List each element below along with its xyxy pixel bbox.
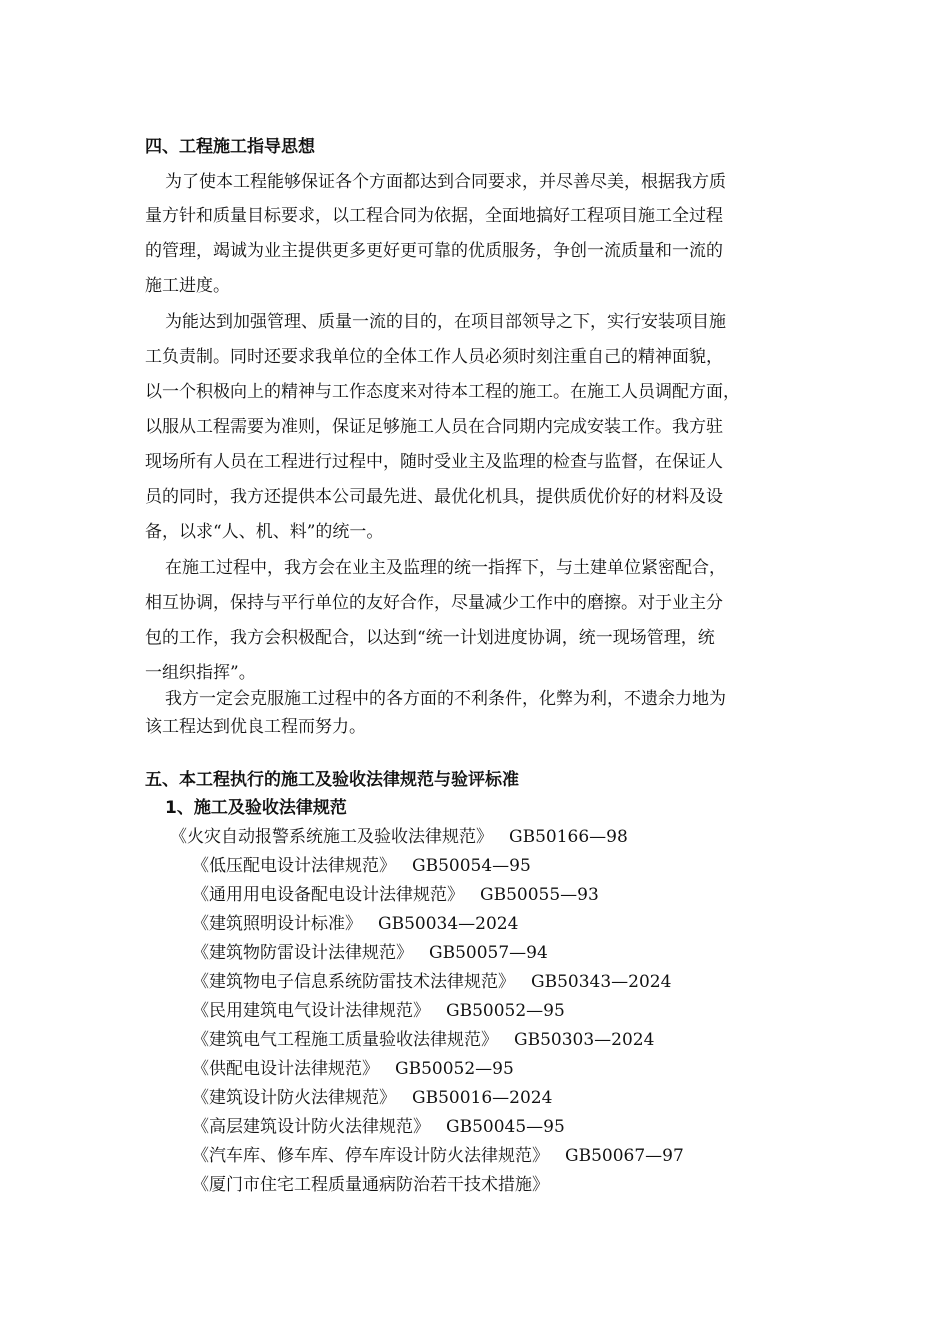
- standard-code: GB50052—95: [395, 1059, 514, 1079]
- standard-code: GB50045—95: [446, 1117, 565, 1137]
- standard-code: GB50055—93: [480, 885, 599, 905]
- paragraph-3-line-2: 相互协调，保持与平行单位的友好合作，尽量减少工作中的磨擦。对于业主分: [145, 593, 723, 613]
- section-4-heading: 四、工程施工指导思想: [145, 137, 315, 157]
- standard-item: [192, 1000, 565, 1022]
- standard-title: 《通用用电设备配电设计法律规范》: [192, 885, 464, 905]
- standard-code: GB50303—2024: [514, 1030, 655, 1050]
- paragraph-2-line-6: 员的同时，我方还提供本公司最先进、最优化机具，提供质优价好的材料及设: [145, 487, 723, 507]
- standard-title: 《厦门市住宅工程质量通病防治若干技术措施》: [192, 1175, 549, 1195]
- subsection-1-heading: 1、施工及验收法律规范: [165, 798, 347, 818]
- paragraph-1-line-1: 为了使本工程能够保证各个方面都达到合同要求，并尽善尽美，根据我方质: [165, 172, 726, 192]
- standard-item: [170, 826, 628, 848]
- standard-item: [192, 1087, 552, 1109]
- standard-code: GB50343—2024: [531, 972, 672, 992]
- standard-item: [192, 1174, 565, 1196]
- standard-title: 《建筑电气工程施工质量验收法律规范》: [192, 1030, 498, 1050]
- standard-item: [192, 884, 599, 906]
- standard-item: [192, 942, 548, 964]
- paragraph-4-line-1: 我方一定会克服施工过程中的各方面的不利条件，化弊为利，不遗余力地为: [165, 689, 726, 709]
- paragraph-2-line-7: 备，以求“人、机、料”的统一。: [145, 522, 384, 542]
- standard-item: [192, 1029, 654, 1051]
- paragraph-4-line-2: 该工程达到优良工程而努力。: [145, 717, 366, 737]
- standard-code: GB50034—2024: [378, 914, 519, 934]
- paragraph-2-line-4: 以服从工程需要为准则，保证足够施工人员在合同期内完成安装工作。我方驻: [145, 417, 723, 437]
- paragraph-2-line-3: 以一个积极向上的精神与工作态度来对待本工程的施工。在施工人员调配方面，: [145, 382, 740, 402]
- standard-title: 《火灾自动报警系统施工及验收法律规范》: [170, 827, 493, 847]
- paragraph-2-line-2: 工负责制。同时还要求我单位的全体工作人员必须时刻注重自己的精神面貌，: [145, 347, 723, 367]
- standard-code: GB50016—2024: [412, 1088, 553, 1108]
- paragraph-3-line-1: 在施工过程中，我方会在业主及监理的统一指挥下，与土建单位紧密配合，: [165, 558, 726, 578]
- paragraph-1-line-3: 的管理，竭诚为业主提供更多更好更可靠的优质服务，争创一流质量和一流的: [145, 241, 723, 261]
- paragraph-2-line-5: 现场所有人员在工程进行过程中，随时受业主及监理的检查与监督，在保证人: [145, 452, 723, 472]
- section-5-heading: 五、本工程执行的施工及验收法律规范与验评标准: [145, 770, 519, 790]
- standard-title: 《高层建筑设计防火法律规范》: [192, 1117, 430, 1137]
- standard-title: 《建筑设计防火法律规范》: [192, 1088, 396, 1108]
- standard-item: [192, 1145, 684, 1167]
- standard-title: 《供配电设计法律规范》: [192, 1059, 379, 1079]
- standard-code: GB50052—95: [446, 1001, 565, 1021]
- standard-title: 《民用建筑电气设计法律规范》: [192, 1001, 430, 1021]
- standard-item: [192, 971, 671, 993]
- standard-item: [192, 1058, 514, 1080]
- standard-item: [192, 913, 518, 935]
- standard-title: 《低压配电设计法律规范》: [192, 856, 396, 876]
- paragraph-2-line-1: 为能达到加强管理、质量一流的目的，在项目部领导之下，实行安装项目施: [165, 312, 726, 332]
- standard-item: [192, 855, 531, 877]
- standard-code: GB50067—97: [565, 1146, 684, 1166]
- paragraph-3-line-3: 包的工作，我方会积极配合，以达到“统一计划进度协调，统一现场管理，统: [145, 628, 715, 648]
- standard-code: GB50057—94: [429, 943, 548, 963]
- paragraph-1-line-2: 量方针和质量目标要求，以工程合同为依据，全面地搞好工程项目施工全过程: [145, 206, 723, 226]
- standard-title: 《建筑物防雷设计法律规范》: [192, 943, 413, 963]
- standard-code: GB50166—98: [509, 827, 628, 847]
- standard-code: GB50054—95: [412, 856, 531, 876]
- paragraph-3-line-4: 一组织指挥”。: [145, 663, 256, 683]
- standard-item: [192, 1116, 565, 1138]
- standard-title: 《建筑照明设计标准》: [192, 914, 362, 934]
- standard-title: 《建筑物电子信息系统防雷技术法律规范》: [192, 972, 515, 992]
- standard-title: 《汽车库、修车库、停车库设计防火法律规范》: [192, 1146, 549, 1166]
- paragraph-1-line-4: 施工进度。: [145, 276, 230, 296]
